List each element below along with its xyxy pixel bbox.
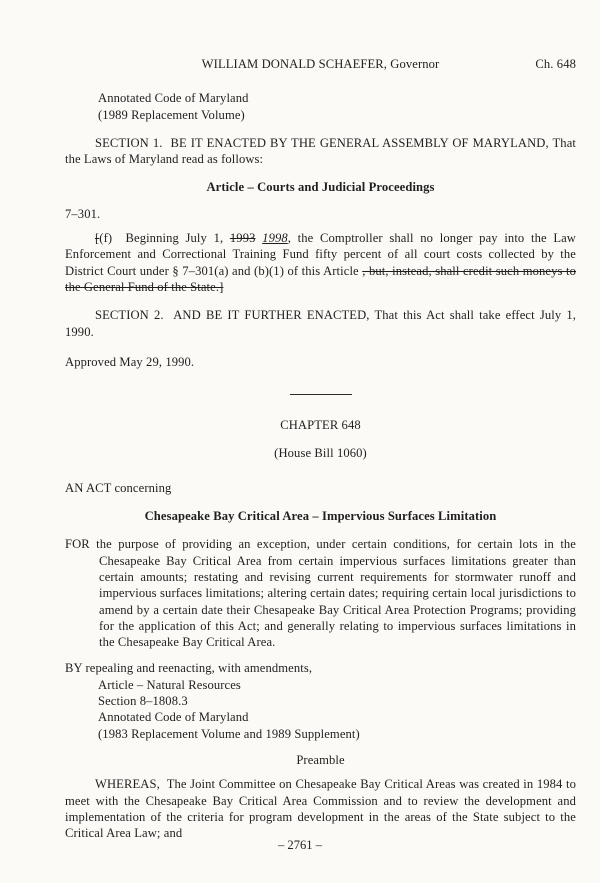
act-concerning-line: AN ACT concerning <box>65 480 172 495</box>
chapter-heading: CHAPTER 648 <box>280 418 361 433</box>
preamble-heading: Preamble <box>296 752 345 767</box>
paragraph-f-lead: (f) Beginning July 1, <box>99 231 230 246</box>
statute-number: 7–301. <box>65 206 101 221</box>
code-volume-line: (1989 Replacement Volume) <box>98 107 245 122</box>
whereas-paragraph: WHEREAS, The Joint Committee on Chesapeake Bay Critical Areas was created in 1984 to meet with the Chesapeake Bay Critical Area Commission and to review the development and implementation of the criteria for program development in the areas of the State subject to the Critical Area Law; and <box>65 777 576 841</box>
by-item: Section 8–1808.3 <box>98 694 188 709</box>
section-1-paragraph: SECTION 1. BE IT ENACTED BY THE GENERAL ASSEMBLY OF MARYLAND, That the Laws of Maryland read as follows: <box>65 135 576 167</box>
act-title: Chesapeake Bay Critical Area – Impervious Surfaces Limitation <box>144 509 497 524</box>
page-number: – 2761 – <box>277 838 323 852</box>
paragraph-f-body: , the Comptroller shall no longer pay into the Law Enforcement and Correctional Training Fund fifty percent of all court costs collected by the District Court under § 7–301(a) and (b)(1) of this Article <box>65 231 576 278</box>
deleted-clause: , but, instead, shall credit such moneys to the General Fund of the State.] <box>65 263 576 294</box>
by-item: Article – Natural Resources <box>98 677 241 692</box>
section-2-paragraph: SECTION 2. AND BE IT FURTHER ENACTED, That this Act shall take effect July 1, 1990. <box>65 308 576 339</box>
deleted-year: 1993 <box>229 231 256 246</box>
by-clause: BY repealing and reenacting, with amendments, <box>65 661 313 676</box>
inserted-year: 1998 <box>262 231 288 246</box>
page-header <box>65 56 576 72</box>
approval-line: Approved May 29, 1990. <box>65 354 195 369</box>
statute-paragraph-f <box>65 230 576 295</box>
section-divider <box>290 394 352 395</box>
running-header: WILLIAM DONALD SCHAEFER, Governor <box>201 57 440 71</box>
chapter-ref: Ch. 648 <box>535 57 576 71</box>
by-clause-block <box>65 660 576 741</box>
purpose-paragraph: FOR the purpose of providing an exception, under certain conditions, for certain lots in the Chesapeake Bay Critical Area from certain impervious surfaces limitations greater than certain amounts; restating and revising current requirements for stormwater runoff and impervious surfaces limitations; altering certain dates; requiring certain local jurisdictions to amend by a certain date their Chesapeake Bay Critical Area Protection Programs; providing for the application of this Act; and generally relating to impervious surfaces limitations in the Chesapeake Bay Critical Area. <box>65 537 576 650</box>
article-heading: Article – Courts and Judicial Proceedings <box>206 180 435 195</box>
by-item: (1983 Replacement Volume and 1989 Supplement) <box>98 726 360 741</box>
deleted-bracket: [ <box>95 231 100 246</box>
page-content <box>65 56 576 841</box>
code-title-line: Annotated Code of Maryland <box>98 91 249 106</box>
house-bill-line: (House Bill 1060) <box>274 446 367 461</box>
by-item: Annotated Code of Maryland <box>98 710 249 725</box>
